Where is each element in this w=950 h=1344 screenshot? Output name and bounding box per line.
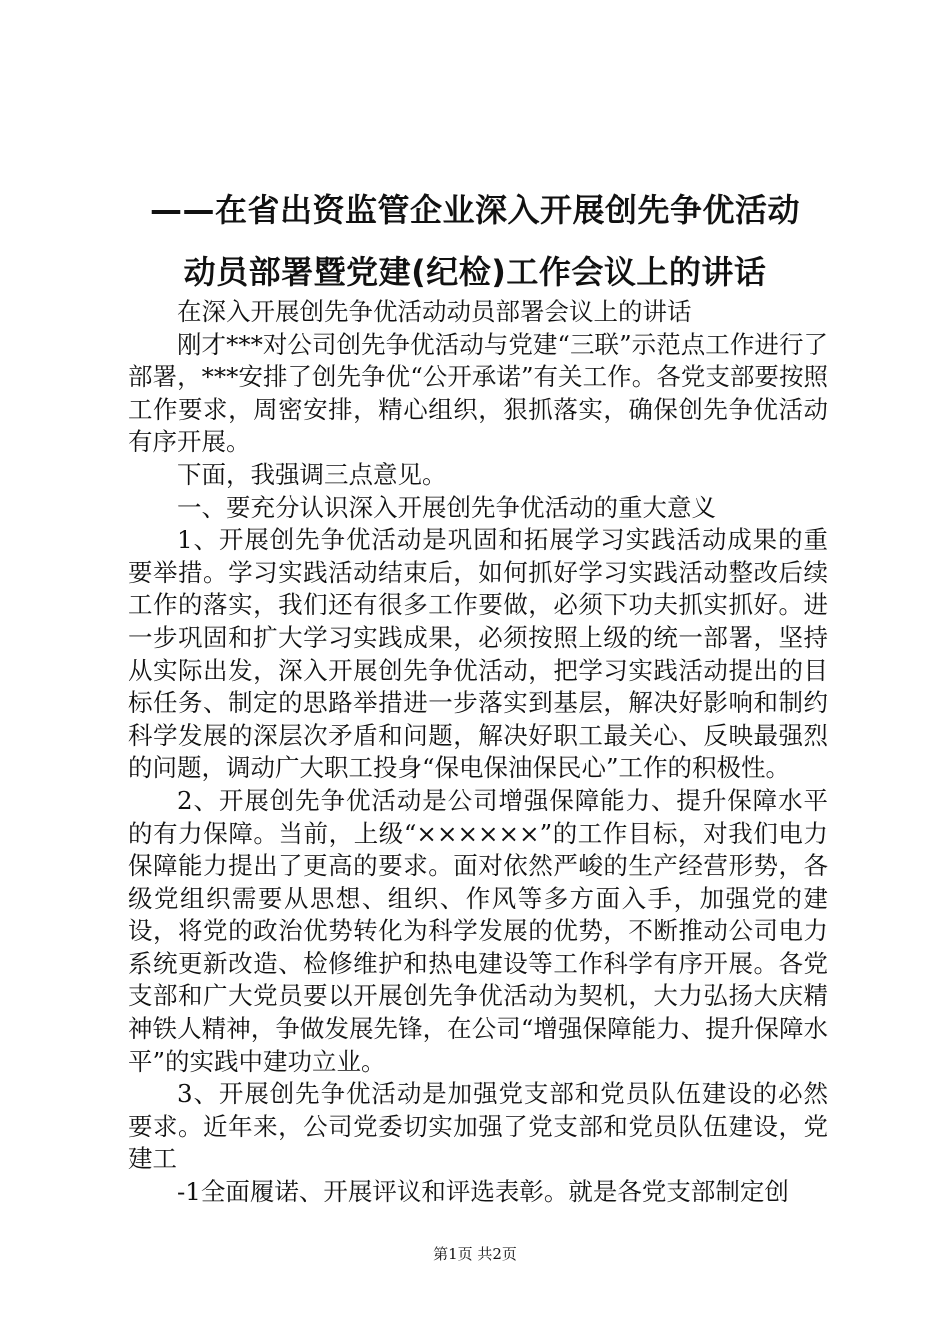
- speech-subtitle: 在深入开展创先争优活动动员部署会议上的讲话: [177, 297, 692, 326]
- section-heading-1: 一、要充分认识深入开展创先争优活动的重大意义: [177, 492, 716, 522]
- paragraph-point-2: 2、开展创先争优活动是公司增强保障能力、提升保障水平的有力保障。当前，上级“××××××”的工作目标，对我们电力保障能力提出了更高的要求。面对依然严峻的生产经营形势，各级党组织需要从思想、组织、作风等多方面入手，加强党的建设，将党的政治优势转化为科学发展的优势，不断推动公司电力系统更新改造、检修维护和热电建设等工作科学有序开展。各党支部和广大党员要以开展创先争优活动为契机，大力弘扬大庆精神铁人精神，争做发展先锋，在公司“增强保障能力、提升保障水平”的实践中建功立业。: [128, 785, 828, 1076]
- page-number-footer: 第1页 共2页: [433, 1245, 517, 1263]
- document-body: [128, 296, 828, 1209]
- paragraph-point-3: 3、开展创先争优活动是加强党支部和党员队伍建设的必然要求。近年来，公司党委切实加强了党支部和党员队伍建设，党建工: [128, 1079, 828, 1174]
- document-title-line-1: ——在省出资监管企业深入开展创先争优活动: [149, 191, 800, 229]
- document-title-line-2: 动员部署暨党建(纪检)工作会议上的讲话: [183, 253, 767, 291]
- paragraph-intro: 刚才***对公司创先争优活动与党建“三联”示范点工作进行了部署，***安排了创先争优“公开承诺”有关工作。各党支部要按照工作要求，周密安排，精心组织，狠抓落实，确保创先争优活动有序开展。: [128, 329, 828, 457]
- paragraph-fragment: -1全面履诺、开展评议和评选表彰。就是各党支部制定创: [177, 1177, 789, 1207]
- paragraph-point-1: 1、开展创先争优活动是巩固和拓展学习实践活动成果的重要举措。学习实践活动结束后，如何抓好学习实践活动整改后续工作的落实，我们还有很多工作要做，必须下功夫抓实抓好。进一步巩固和扩大学习实践成果，必须按照上级的统一部署，坚持从实际出发，深入开展创先争优活动，把学习实践活动提出的目标任务、制定的思路举措进一步落实到基层，解决好影响和制约科学发展的深层次矛盾和问题，解决好职工最关心、反映最强烈的问题，调动广大职工投身“保电保油保民心”工作的积极性。: [128, 525, 828, 783]
- paragraph-transition: 下面，我强调三点意见。: [177, 459, 447, 489]
